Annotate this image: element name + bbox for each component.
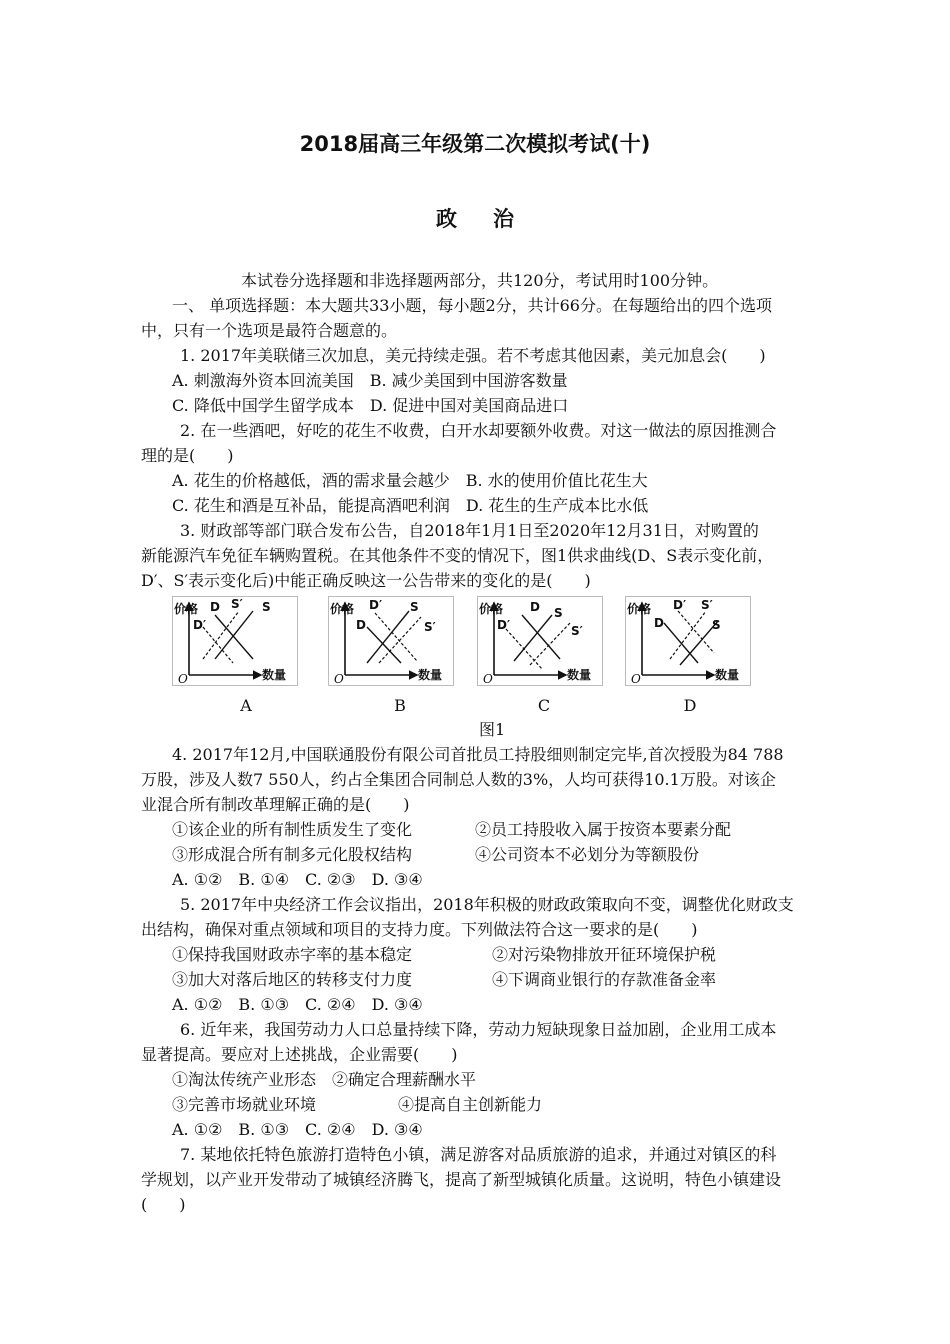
q5-stem-cont: 出结构，确保对重点领域和项目的支持力度。下列做法符合这一要求的是( ) [141, 920, 698, 939]
curve-s-prime [530, 623, 570, 665]
y-axis-label: 价格 [627, 602, 652, 616]
x-axis-label: 数量 [567, 668, 592, 682]
curve-label: D [654, 616, 664, 630]
q6-options: A. ①② B. ①③ C. ②④ D. ③④ [172, 1120, 423, 1139]
origin-label: O [334, 672, 344, 685]
x-axis-label: 数量 [262, 668, 287, 682]
origin-label: O [631, 672, 641, 685]
figure-panel-d [625, 596, 751, 686]
curve-label: S [410, 600, 419, 614]
q4-stem-cont2: 业混合所有制改革理解正确的是( ) [141, 795, 410, 814]
curve-label: S [262, 600, 271, 614]
q5-choice-4: ④下调商业银行的存款准备金率 [492, 970, 717, 989]
y-axis-label: 价格 [330, 602, 355, 616]
curve-label: D [530, 600, 540, 614]
q2-options-cd: C. 花生和酒是互补品，能提高酒吧利润 D. 花生的生产成本比水低 [172, 496, 649, 515]
curve-label: D′ [673, 598, 687, 612]
q4-options: A. ①② B. ①④ C. ②③ D. ③④ [172, 870, 423, 889]
curve-label: S′ [424, 620, 436, 634]
figure-panel-a [172, 596, 298, 686]
figure-label-a: A [240, 696, 252, 715]
q3-stem-cont: 新能源汽车免征车辆购置税。在其他条件不变的情况下，图1供求曲线(D、S表示变化前， [141, 546, 774, 565]
q4-choice-2: ②员工持股收入属于按资本要素分配 [475, 820, 732, 839]
origin-label: O [178, 672, 188, 685]
q2-stem-cont: 理的是( ) [141, 446, 234, 465]
supply-demand-chart-a [173, 597, 297, 685]
q5-choice-3: ③加大对落后地区的转移支付力度 [172, 970, 413, 989]
curve-d-prime [375, 613, 417, 661]
q1-stem: 1. 2017年美联储三次加息，美元持续走强。若不考虑其他因素，美元加息会( ) [180, 346, 766, 365]
y-axis-label: 价格 [479, 602, 504, 616]
q6-choice-12: ①淘汰传统产业形态 ②确定合理薪酬水平 [172, 1070, 477, 1089]
q6-stem: 6. 近年来，我国劳动力人口总量持续下降，劳动力短缺现象日益加剧，企业用工成本 [180, 1020, 777, 1039]
q7-stem-cont: 学规划，以产业开发带动了城镇经济腾飞，提高了新型城镇化质量。这说明，特色小镇建设 [141, 1170, 782, 1189]
section-heading: 一、 单项选择题：本大题共33小题，每小题2分，共计66分。在每题给出的四个选项 [172, 296, 772, 315]
q2-options-ab: A. 花生的价格越低，酒的需求量会越少 B. 水的使用价值比花生大 [172, 471, 648, 490]
curve-label: S [712, 618, 721, 632]
q1-options-ab: A. 刺激海外资本回流美国 B. 减少美国到中国游客数量 [172, 371, 568, 390]
q7-stem: 7. 某地依托特色旅游打造特色小镇，满足游客对品质旅游的追求，并通过对镇区的科 [180, 1145, 777, 1164]
exam-title: 2018届高三年级第二次模拟考试(十) [299, 132, 651, 156]
y-axis-label: 价格 [174, 602, 199, 616]
curve-label: S [554, 606, 563, 620]
q6-choice-3: ③完善市场就业环境 [172, 1095, 317, 1114]
figure-label-c: C [537, 696, 551, 715]
figure-caption: 图1 [479, 720, 506, 739]
q5-choice-2: ②对污染物排放开征环境保护税 [492, 945, 717, 964]
intro-text: 本试卷分选择题和非选择题两部分，共120分，考试用时100分钟。 [241, 271, 719, 290]
q3-stem-cont2: D′、S′表示变化后)中能正确反映这一公告带来的变化的是( ) [141, 571, 591, 590]
figure-label-b: B [394, 696, 406, 715]
curve-label: D [210, 600, 220, 614]
curve-label: S′ [571, 624, 583, 638]
curve-d-prime [506, 629, 542, 669]
q1-options-cd: C. 降低中国学生留学成本 D. 促进中国对美国商品进口 [172, 396, 569, 415]
subject-title: 政治 [436, 207, 550, 231]
curve-label: D′ [369, 598, 383, 612]
q4-stem-cont: 万股，涉及人数7 550人，约占全集团合同制总人数的3%，人均可获得10.1万股。对该企 [141, 770, 776, 789]
figure-panel-b [328, 596, 454, 686]
supply-demand-chart-b [329, 597, 453, 685]
curve-d-prime [203, 627, 233, 663]
q5-choice-1: ①保持我国财政赤字率的基本稳定 [172, 945, 413, 964]
origin-label: O [483, 672, 493, 685]
q7-stem-cont2: ( ) [141, 1195, 186, 1214]
q2-stem: 2. 在一些酒吧，好吃的花生不收费，白开水却要额外收费。对这一做法的原因推测合 [180, 421, 777, 440]
curve-label: S′ [231, 597, 243, 611]
supply-demand-chart-c [478, 597, 602, 685]
q3-stem: 3. 财政部等部门联合发布公告，自2018年1月1日至2020年12月31日，对购置的 [180, 521, 759, 540]
q4-choice-3: ③形成混合所有制多元化股权结构 [172, 845, 413, 864]
figure-panel-c [477, 596, 603, 686]
q6-choice-4: ④提高自主创新能力 [398, 1095, 543, 1114]
curve-label: S′ [701, 598, 713, 612]
q5-stem: 5. 2017年中央经济工作会议指出，2018年积极的财政政策取向不变，调整优化财政支 [180, 895, 794, 914]
curve-s [514, 615, 552, 661]
q5-options: A. ①② B. ①③ C. ②④ D. ③④ [172, 995, 423, 1014]
curve-label: D [356, 618, 366, 632]
q4-choice-1: ①该企业的所有制性质发生了变化 [172, 820, 413, 839]
supply-demand-chart-d [626, 597, 750, 685]
x-axis-label: 数量 [418, 668, 443, 682]
q6-stem-cont: 显著提高。要应对上述挑战，企业需要( ) [141, 1045, 458, 1064]
curve-label: D′ [193, 618, 207, 632]
x-axis-label: 数量 [715, 668, 740, 682]
curve-label: D′ [497, 618, 511, 632]
figure-label-d: D [683, 696, 697, 715]
q4-stem: 4. 2017年12月,中国联通股份有限公司首批员工持股细则制定完毕,首次授股为84 788 [172, 745, 784, 764]
section-heading-cont: 中，只有一个选项是最符合题意的。 [141, 321, 398, 340]
q4-choice-4: ④公司资本不必划分为等额股份 [475, 845, 700, 864]
